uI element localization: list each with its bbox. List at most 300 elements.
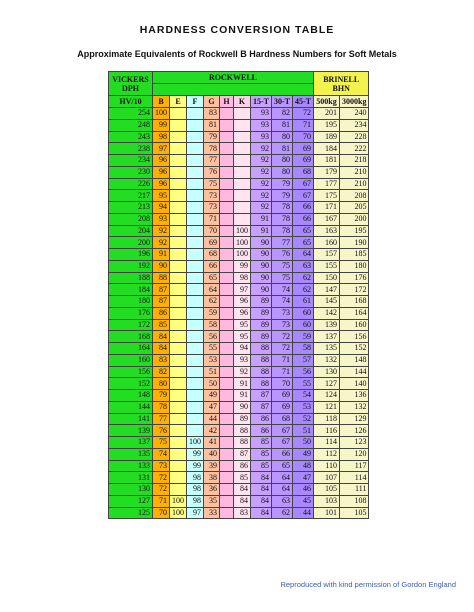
cell-b: 91	[153, 249, 170, 261]
cell-h	[220, 296, 234, 308]
cell-h	[220, 401, 234, 413]
cell-k: 90	[234, 401, 251, 413]
table-row	[109, 472, 369, 484]
table-row	[109, 166, 369, 178]
cell-h	[220, 472, 234, 484]
cell-45t: 53	[293, 401, 314, 413]
cell-k: 100	[234, 249, 251, 261]
cell-hv10: 148	[109, 390, 153, 402]
cell-30t: 75	[272, 272, 293, 284]
cell-30t: 79	[272, 178, 293, 190]
cell-h	[220, 366, 234, 378]
table-row	[109, 190, 369, 202]
cell-3000kg: 210	[340, 166, 369, 178]
cell-hv10: 152	[109, 378, 153, 390]
cell-b: 75	[153, 437, 170, 449]
cell-e: 100	[170, 495, 187, 507]
cell-hv10: 127	[109, 495, 153, 507]
cell-h	[220, 460, 234, 472]
cell-g: 64	[204, 284, 220, 296]
cell-f	[187, 307, 204, 319]
cell-15t: 93	[251, 131, 272, 143]
cell-hv10: 164	[109, 343, 153, 355]
cell-hv10: 172	[109, 319, 153, 331]
cell-b: 72	[153, 472, 170, 484]
cell-k: 98	[234, 272, 251, 284]
cell-15t: 88	[251, 366, 272, 378]
cell-30t: 78	[272, 213, 293, 225]
cell-h	[220, 178, 234, 190]
cell-k: 95	[234, 319, 251, 331]
cell-e	[170, 155, 187, 167]
cell-45t: 48	[293, 460, 314, 472]
cell-30t: 74	[272, 284, 293, 296]
cell-30t: 70	[272, 378, 293, 390]
cell-k	[234, 166, 251, 178]
cell-3000kg: 218	[340, 155, 369, 167]
cell-15t: 85	[251, 437, 272, 449]
cell-k	[234, 108, 251, 120]
cell-3000kg: 129	[340, 413, 369, 425]
cell-f	[187, 343, 204, 355]
cell-hv10: 234	[109, 155, 153, 167]
cell-b: 77	[153, 413, 170, 425]
cell-45t: 69	[293, 155, 314, 167]
cell-45t: 57	[293, 354, 314, 366]
cell-b: 73	[153, 460, 170, 472]
cell-3000kg: 180	[340, 260, 369, 272]
cell-45t: 69	[293, 143, 314, 155]
cell-3000kg: 136	[340, 390, 369, 402]
cell-h	[220, 448, 234, 460]
cell-b: 95	[153, 190, 170, 202]
cell-30t: 81	[272, 143, 293, 155]
cell-g: 77	[204, 155, 220, 167]
column-header-g: G	[204, 96, 220, 108]
cell-e	[170, 390, 187, 402]
cell-hv10: 238	[109, 143, 153, 155]
column-header-row	[109, 96, 369, 108]
table-row	[109, 319, 369, 331]
cell-3000kg: 105	[340, 507, 369, 519]
cell-hv10: 176	[109, 307, 153, 319]
cell-k: 91	[234, 378, 251, 390]
cell-k	[234, 202, 251, 214]
cell-45t: 65	[293, 225, 314, 237]
column-header-500kg: 500kg	[314, 96, 340, 108]
cell-3000kg: 111	[340, 484, 369, 496]
cell-k	[234, 213, 251, 225]
cell-b: 94	[153, 202, 170, 214]
cell-f	[187, 390, 204, 402]
cell-15t: 92	[251, 178, 272, 190]
cell-45t: 70	[293, 131, 314, 143]
cell-15t: 89	[251, 331, 272, 343]
cell-30t: 63	[272, 495, 293, 507]
cell-500kg: 127	[314, 378, 340, 390]
cell-3000kg: 117	[340, 460, 369, 472]
cell-30t: 68	[272, 413, 293, 425]
cell-e	[170, 213, 187, 225]
cell-45t: 58	[293, 343, 314, 355]
cell-3000kg: 240	[340, 108, 369, 120]
cell-f	[187, 119, 204, 131]
cell-500kg: 171	[314, 202, 340, 214]
cell-3000kg: 172	[340, 284, 369, 296]
cell-3000kg: 200	[340, 213, 369, 225]
cell-hv10: 139	[109, 425, 153, 437]
cell-f	[187, 413, 204, 425]
cell-g: 38	[204, 472, 220, 484]
cell-500kg: 175	[314, 190, 340, 202]
cell-45t: 54	[293, 390, 314, 402]
cell-500kg: 132	[314, 354, 340, 366]
cell-k	[234, 131, 251, 143]
cell-e	[170, 307, 187, 319]
cell-f	[187, 155, 204, 167]
table-row	[109, 390, 369, 402]
cell-30t: 64	[272, 472, 293, 484]
cell-h	[220, 507, 234, 519]
cell-500kg: 124	[314, 390, 340, 402]
cell-30t: 62	[272, 507, 293, 519]
cell-g: 55	[204, 343, 220, 355]
cell-e	[170, 166, 187, 178]
cell-500kg: 103	[314, 495, 340, 507]
cell-15t: 86	[251, 425, 272, 437]
cell-k: 92	[234, 366, 251, 378]
cell-h	[220, 237, 234, 249]
cell-30t: 77	[272, 237, 293, 249]
cell-h	[220, 343, 234, 355]
cell-k: 88	[234, 437, 251, 449]
brinell-header: BRINELL BHN	[314, 72, 369, 96]
cell-3000kg: 152	[340, 343, 369, 355]
cell-30t: 67	[272, 425, 293, 437]
table-row	[109, 343, 369, 355]
table-row	[109, 213, 369, 225]
cell-g: 69	[204, 237, 220, 249]
cell-30t: 78	[272, 202, 293, 214]
cell-hv10: 180	[109, 296, 153, 308]
cell-500kg: 155	[314, 260, 340, 272]
cell-15t: 90	[251, 272, 272, 284]
cell-45t: 67	[293, 190, 314, 202]
table-row	[109, 260, 369, 272]
cell-f	[187, 202, 204, 214]
cell-hv10: 226	[109, 178, 153, 190]
cell-30t: 72	[272, 343, 293, 355]
cell-h	[220, 413, 234, 425]
cell-h	[220, 213, 234, 225]
cell-k: 85	[234, 472, 251, 484]
cell-e	[170, 401, 187, 413]
cell-500kg: 177	[314, 178, 340, 190]
cell-hv10: 184	[109, 284, 153, 296]
cell-k: 88	[234, 425, 251, 437]
cell-30t: 66	[272, 448, 293, 460]
cell-500kg: 121	[314, 401, 340, 413]
cell-30t: 71	[272, 366, 293, 378]
cell-f: 98	[187, 472, 204, 484]
cell-hv10: 125	[109, 507, 153, 519]
cell-15t: 92	[251, 155, 272, 167]
cell-3000kg: 208	[340, 190, 369, 202]
cell-hv10: 141	[109, 413, 153, 425]
cell-g: 58	[204, 319, 220, 331]
cell-3000kg: 176	[340, 272, 369, 284]
cell-e	[170, 202, 187, 214]
cell-k: 94	[234, 343, 251, 355]
cell-15t: 92	[251, 190, 272, 202]
cell-45t: 63	[293, 260, 314, 272]
cell-k: 91	[234, 390, 251, 402]
cell-b: 84	[153, 343, 170, 355]
cell-hv10: 248	[109, 119, 153, 131]
cell-e	[170, 272, 187, 284]
cell-f	[187, 425, 204, 437]
cell-h	[220, 272, 234, 284]
cell-45t: 55	[293, 378, 314, 390]
table-row	[109, 225, 369, 237]
cell-g: 41	[204, 437, 220, 449]
cell-h	[220, 378, 234, 390]
cell-h	[220, 425, 234, 437]
cell-15t: 90	[251, 237, 272, 249]
cell-f	[187, 143, 204, 155]
cell-e	[170, 460, 187, 472]
cell-k: 86	[234, 460, 251, 472]
cell-hv10: 204	[109, 225, 153, 237]
cell-500kg: 195	[314, 119, 340, 131]
cell-h	[220, 307, 234, 319]
cell-3000kg: 168	[340, 296, 369, 308]
cell-30t: 82	[272, 108, 293, 120]
table-body	[109, 108, 369, 519]
cell-30t: 80	[272, 131, 293, 143]
table-row	[109, 413, 369, 425]
cell-h	[220, 437, 234, 449]
table-row	[109, 425, 369, 437]
column-header-f: F	[187, 96, 204, 108]
table-row	[109, 354, 369, 366]
cell-f	[187, 378, 204, 390]
cell-500kg: 105	[314, 484, 340, 496]
cell-15t: 84	[251, 472, 272, 484]
cell-e	[170, 108, 187, 120]
cell-k: 93	[234, 354, 251, 366]
cell-f	[187, 296, 204, 308]
cell-g: 49	[204, 390, 220, 402]
cell-h	[220, 354, 234, 366]
cell-45t: 62	[293, 284, 314, 296]
cell-500kg: 167	[314, 213, 340, 225]
cell-3000kg: 108	[340, 495, 369, 507]
cell-hv10: 200	[109, 237, 153, 249]
cell-30t: 74	[272, 296, 293, 308]
cell-15t: 89	[251, 296, 272, 308]
cell-15t: 88	[251, 354, 272, 366]
table-row	[109, 366, 369, 378]
cell-e	[170, 237, 187, 249]
cell-k: 95	[234, 331, 251, 343]
cell-h	[220, 284, 234, 296]
cell-45t: 64	[293, 249, 314, 261]
cell-15t: 86	[251, 413, 272, 425]
cell-h	[220, 319, 234, 331]
cell-e	[170, 331, 187, 343]
cell-15t: 92	[251, 143, 272, 155]
table-row	[109, 272, 369, 284]
cell-45t: 59	[293, 331, 314, 343]
cell-45t: 51	[293, 425, 314, 437]
cell-h	[220, 155, 234, 167]
cell-45t: 66	[293, 202, 314, 214]
cell-h	[220, 131, 234, 143]
cell-b: 92	[153, 225, 170, 237]
cell-3000kg: 140	[340, 378, 369, 390]
table-row	[109, 401, 369, 413]
cell-k: 100	[234, 237, 251, 249]
page-title: HARDNESS CONVERSION TABLE	[139, 24, 335, 36]
cell-hv10: 137	[109, 437, 153, 449]
cell-g: 59	[204, 307, 220, 319]
cell-500kg: 137	[314, 331, 340, 343]
cell-3000kg: 123	[340, 437, 369, 449]
cell-b: 87	[153, 296, 170, 308]
cell-g: 36	[204, 484, 220, 496]
cell-e	[170, 143, 187, 155]
table-row	[109, 143, 369, 155]
cell-45t: 44	[293, 507, 314, 519]
cell-15t: 90	[251, 284, 272, 296]
cell-30t: 76	[272, 249, 293, 261]
cell-15t: 84	[251, 495, 272, 507]
cell-b: 96	[153, 178, 170, 190]
cell-b: 82	[153, 366, 170, 378]
table-row	[109, 437, 369, 449]
cell-b: 96	[153, 166, 170, 178]
cell-e	[170, 284, 187, 296]
cell-500kg: 145	[314, 296, 340, 308]
table-row	[109, 131, 369, 143]
cell-g: 56	[204, 331, 220, 343]
cell-45t: 47	[293, 472, 314, 484]
table-row	[109, 307, 369, 319]
cell-f	[187, 225, 204, 237]
cell-hv10: 133	[109, 460, 153, 472]
cell-b: 84	[153, 331, 170, 343]
cell-45t: 65	[293, 237, 314, 249]
table-row	[109, 448, 369, 460]
cell-f: 99	[187, 448, 204, 460]
column-header-15t: 15-T	[251, 96, 272, 108]
cell-e	[170, 319, 187, 331]
cell-e	[170, 190, 187, 202]
rockwell-header-spacer	[153, 84, 314, 96]
cell-hv10: 254	[109, 108, 153, 120]
cell-500kg: 150	[314, 272, 340, 284]
cell-h	[220, 484, 234, 496]
cell-f	[187, 178, 204, 190]
cell-45t: 50	[293, 437, 314, 449]
cell-15t: 91	[251, 225, 272, 237]
cell-f: 100	[187, 437, 204, 449]
cell-500kg: 179	[314, 166, 340, 178]
cell-3000kg: 164	[340, 307, 369, 319]
cell-hv10: 130	[109, 484, 153, 496]
cell-15t: 85	[251, 460, 272, 472]
cell-30t: 69	[272, 401, 293, 413]
cell-f	[187, 284, 204, 296]
cell-hv10: 188	[109, 272, 153, 284]
cell-g: 75	[204, 178, 220, 190]
cell-k	[234, 143, 251, 155]
cell-3000kg: 195	[340, 225, 369, 237]
cell-e	[170, 119, 187, 131]
cell-h	[220, 390, 234, 402]
cell-3000kg: 144	[340, 366, 369, 378]
cell-h	[220, 495, 234, 507]
cell-b: 96	[153, 155, 170, 167]
cell-f: 98	[187, 495, 204, 507]
cell-b: 70	[153, 507, 170, 519]
cell-g: 73	[204, 190, 220, 202]
cell-b: 80	[153, 378, 170, 390]
cell-3000kg: 228	[340, 131, 369, 143]
cell-30t: 69	[272, 390, 293, 402]
cell-g: 51	[204, 366, 220, 378]
cell-e	[170, 225, 187, 237]
cell-45t: 71	[293, 119, 314, 131]
cell-15t: 91	[251, 213, 272, 225]
cell-500kg: 157	[314, 249, 340, 261]
cell-f	[187, 237, 204, 249]
cell-500kg: 163	[314, 225, 340, 237]
table-row	[109, 495, 369, 507]
cell-30t: 73	[272, 319, 293, 331]
cell-g: 53	[204, 354, 220, 366]
cell-15t: 92	[251, 202, 272, 214]
cell-g: 35	[204, 495, 220, 507]
cell-3000kg: 132	[340, 401, 369, 413]
cell-b: 86	[153, 307, 170, 319]
cell-30t: 79	[272, 190, 293, 202]
cell-hv10: 217	[109, 190, 153, 202]
cell-15t: 89	[251, 307, 272, 319]
cell-hv10: 213	[109, 202, 153, 214]
column-header-b: B	[153, 96, 170, 108]
column-header-k: K	[234, 96, 251, 108]
cell-h	[220, 249, 234, 261]
cell-15t: 84	[251, 507, 272, 519]
table-row	[109, 378, 369, 390]
cell-500kg: 142	[314, 307, 340, 319]
cell-b: 71	[153, 495, 170, 507]
cell-e	[170, 448, 187, 460]
cell-3000kg: 190	[340, 237, 369, 249]
cell-f: 98	[187, 484, 204, 496]
cell-f	[187, 272, 204, 284]
cell-e	[170, 413, 187, 425]
cell-g: 62	[204, 296, 220, 308]
cell-hv10: 208	[109, 213, 153, 225]
cell-15t: 89	[251, 319, 272, 331]
cell-15t: 93	[251, 119, 272, 131]
cell-g: 65	[204, 272, 220, 284]
cell-e	[170, 472, 187, 484]
cell-15t: 92	[251, 166, 272, 178]
